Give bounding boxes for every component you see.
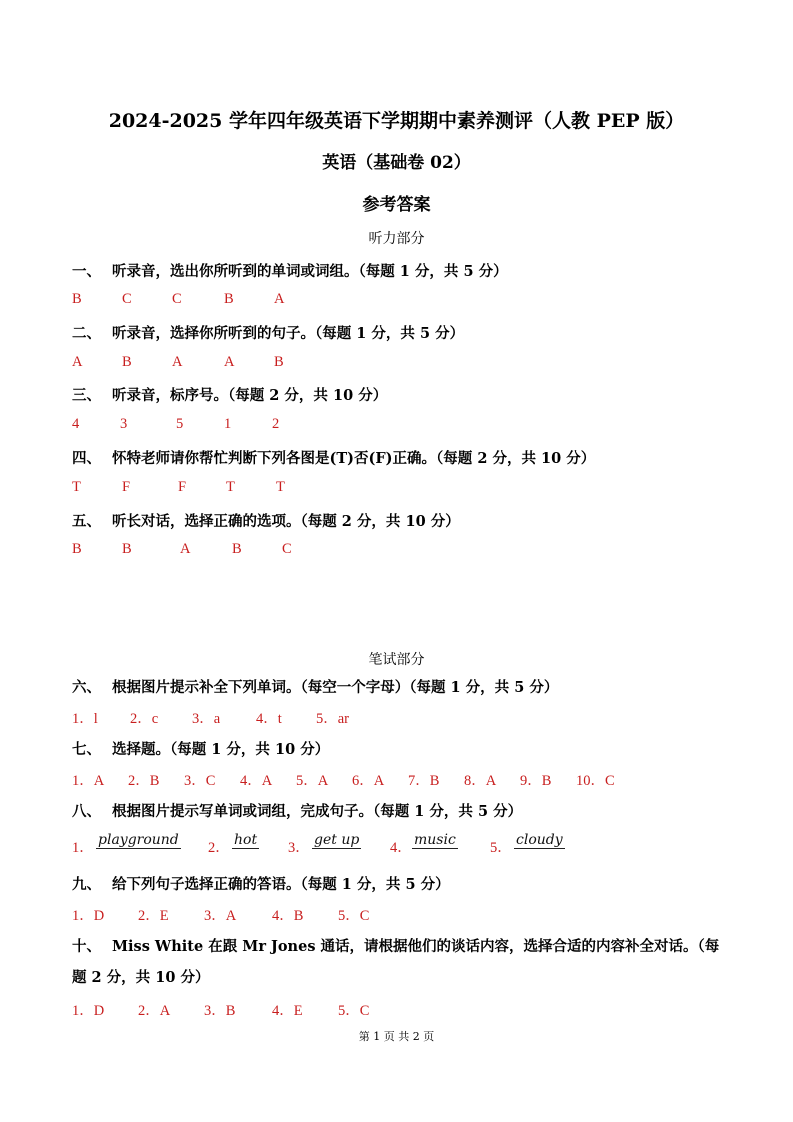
- answer: F: [122, 479, 131, 495]
- section-number: 八、: [72, 803, 101, 820]
- section-1-question: [72, 260, 508, 281]
- answer: 1．l: [72, 711, 98, 727]
- answer: 3．C: [184, 773, 216, 789]
- answer: 1．A: [72, 773, 105, 789]
- answer-number: 1．: [72, 840, 94, 856]
- answer: A: [180, 541, 191, 557]
- answer: 1．D: [72, 1003, 105, 1019]
- section-2-question: [72, 322, 464, 343]
- section-number: 七、: [72, 741, 101, 758]
- answer: 3．B: [204, 1003, 236, 1019]
- section-text: 听录音，选择你所听到的句子。（每题 1 分，共 5 分）: [112, 325, 465, 342]
- document-subtitle: 英语（基础卷 02）: [322, 153, 471, 173]
- handwritten-word: cloudy: [516, 832, 563, 848]
- section-3-question: [72, 384, 387, 405]
- answer: B: [122, 541, 132, 557]
- answer: 2．E: [138, 908, 169, 924]
- answer: B: [72, 541, 82, 557]
- section-number: 六、: [72, 679, 101, 696]
- section-text: 怀特老师请你帮忙判断下列各图是(T)否(F)正确。（每题 2 分，共 10 分）: [112, 450, 596, 467]
- answer: 5．C: [338, 908, 370, 924]
- answer-number: 5．: [490, 840, 512, 856]
- answer: 10．C: [576, 773, 615, 789]
- page-footer: 第 1 页 共 2 页: [358, 1030, 435, 1043]
- handwritten-word: hot: [234, 832, 258, 848]
- answer: T: [72, 479, 81, 495]
- section-text: 根据图片提示写单词或词组，完成句子。（每题 1 分，共 5 分）: [112, 803, 523, 820]
- answer: 2．c: [130, 711, 159, 727]
- section-text: Miss White 在跟 Mr Jones 通话，请根据他们的谈话内容，选择合适的内容补全对话。（每: [112, 938, 720, 955]
- answer: 2: [272, 416, 280, 432]
- section-7-question: [72, 738, 329, 759]
- answers-heading: 参考答案: [362, 195, 431, 215]
- answer: 3: [120, 416, 128, 432]
- section-5-question: [72, 510, 460, 531]
- section-number: 二、: [72, 325, 101, 342]
- section-number: 一、: [72, 263, 101, 280]
- writing-heading: 笔试部分: [368, 652, 425, 668]
- listening-heading: 听力部分: [368, 231, 425, 247]
- answer: 1: [224, 416, 232, 432]
- section-number: 五、: [72, 513, 101, 530]
- answer: A: [224, 354, 235, 370]
- answer: 8．A: [464, 773, 497, 789]
- answer: 5: [176, 416, 184, 432]
- answer: 4．E: [272, 1003, 303, 1019]
- section-text: 根据图片提示补全下列单词。（每空一个字母）（每题 1 分，共 5 分）: [112, 679, 559, 696]
- answer: B: [72, 291, 82, 307]
- answer: 5．A: [296, 773, 329, 789]
- answer: 4: [72, 416, 80, 432]
- answer: 2．B: [128, 773, 160, 789]
- section-number: 十、: [72, 938, 101, 955]
- answer: 9．B: [520, 773, 552, 789]
- answer: C: [282, 541, 292, 557]
- answer: 5．ar: [316, 711, 350, 727]
- section-number: 四、: [72, 450, 101, 467]
- section-4-question: [72, 447, 595, 468]
- answer: 3．a: [192, 711, 221, 727]
- section-text: 选择题。（每题 1 分，共 10 分）: [112, 741, 330, 758]
- handwritten-word: playground: [98, 832, 179, 848]
- answer: 3．A: [204, 908, 237, 924]
- answer: F: [178, 479, 187, 495]
- section-text: 听录音，选出你所听到的单词或词组。（每题 1 分，共 5 分）: [112, 263, 508, 280]
- answer: B: [232, 541, 242, 557]
- section-number: 三、: [72, 387, 101, 404]
- section-number: 九、: [72, 876, 101, 893]
- answer-number: 3．: [288, 840, 310, 856]
- section-10-question: [72, 935, 719, 956]
- answer: C: [122, 291, 132, 307]
- answer: B: [224, 291, 234, 307]
- section-10-question-continued: 题 2 分，共 10 分）: [72, 969, 210, 986]
- section-9-question: [72, 873, 450, 894]
- answer: 4．A: [240, 773, 273, 789]
- section-text: 给下列句子选择正确的答语。（每题 1 分，共 5 分）: [112, 876, 450, 893]
- answer: 5．C: [338, 1003, 370, 1019]
- handwritten-word: music: [414, 832, 456, 848]
- answer: 7．B: [408, 773, 440, 789]
- answer: B: [274, 354, 284, 370]
- answer: C: [172, 291, 182, 307]
- answer-number: 2．: [208, 840, 230, 856]
- document-title: 2024-2025 学年四年级英语下学期期中素养测评（人教 PEP 版）: [108, 110, 685, 132]
- answer: T: [226, 479, 235, 495]
- answer: 1．D: [72, 908, 105, 924]
- answer: T: [276, 479, 285, 495]
- answer: A: [274, 291, 285, 307]
- answer: 4．B: [272, 908, 304, 924]
- section-6-question: [72, 676, 558, 697]
- answer: 4．t: [256, 711, 282, 727]
- answer: A: [172, 354, 183, 370]
- handwritten-word: get up: [314, 832, 360, 848]
- section-text: 听长对话，选择正确的选项。（每题 2 分，共 10 分）: [112, 513, 460, 530]
- section-8-question: [72, 800, 522, 821]
- answer-number: 4．: [390, 840, 412, 856]
- section-text: 听录音，标序号。（每题 2 分，共 10 分）: [112, 387, 388, 404]
- answer: A: [72, 354, 83, 370]
- answer: B: [122, 354, 132, 370]
- answer: 6．A: [352, 773, 385, 789]
- answer: 2．A: [138, 1003, 171, 1019]
